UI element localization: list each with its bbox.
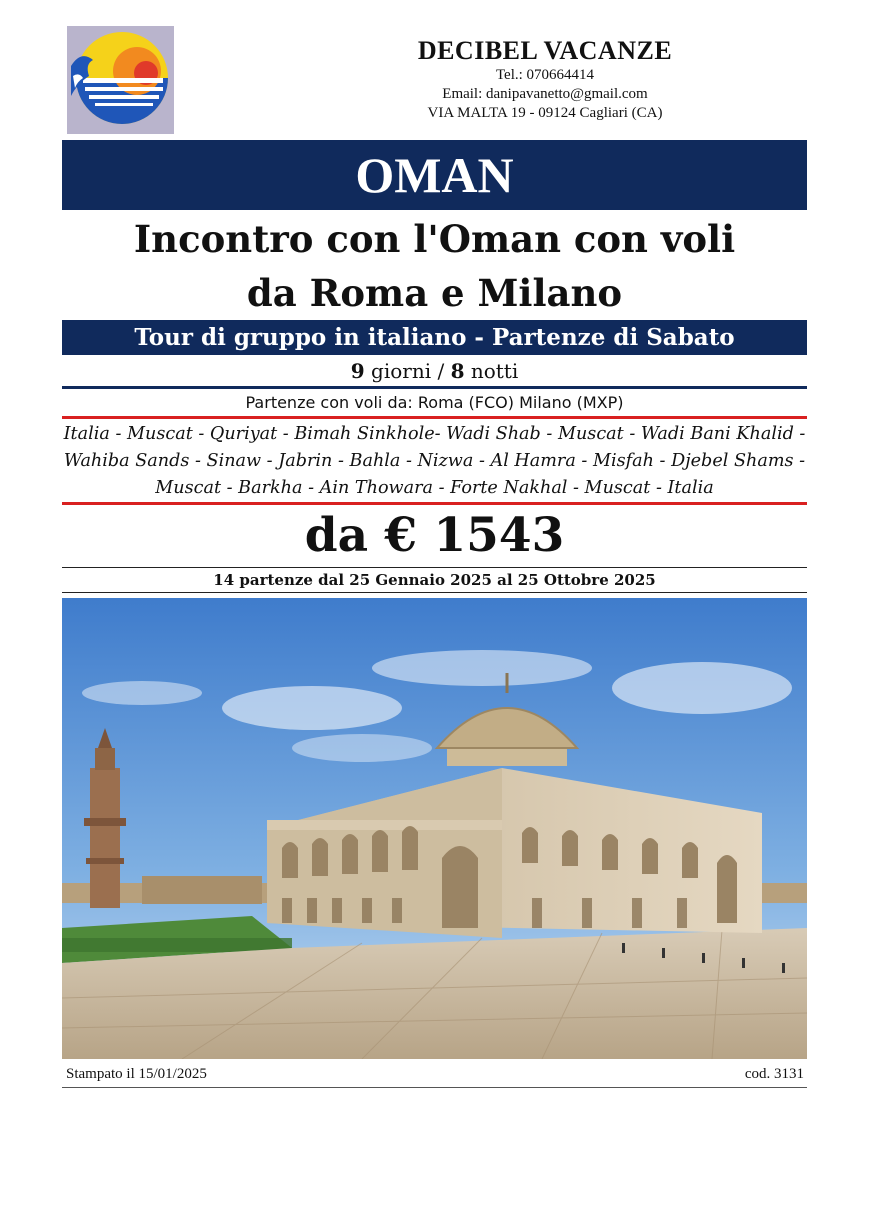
product-code: cod. 3131 <box>744 1066 804 1082</box>
tour-title <box>62 212 807 320</box>
divider-thin <box>62 567 807 568</box>
footer-divider <box>62 1087 807 1088</box>
duration-nights-label: notti <box>464 359 519 383</box>
itinerary: Italia - Muscat - Quriyat - Bimah Sinkhole- Wadi Shab - Muscat - Wadi Bani Khalid - Wahiba Sands - Sinaw - Jabrin - Bahla - Nizwa - Al Hamra - Misfah - Djebel Shams - Muscat - Barkha - Ain Thowara - Forte Nakhal - Muscat - Italia <box>63 424 806 498</box>
tour-title-line-2: da Roma e Milano <box>246 271 623 315</box>
tour-duration <box>62 357 807 385</box>
divider-red <box>62 502 807 505</box>
mosque-photo <box>62 598 807 1059</box>
agency-logo <box>67 26 174 134</box>
tour-title-line-1: Incontro con l'Oman con voli <box>133 217 736 261</box>
duration-days-label: giorni / <box>364 359 451 383</box>
duration-days: 9 <box>350 359 365 383</box>
duration-nights: 8 <box>450 359 465 383</box>
divider-blue <box>62 386 807 389</box>
destination-banner: OMAN <box>62 140 807 210</box>
agency-phone: Tel.: 070664414 <box>495 67 595 83</box>
divider-thin <box>62 592 807 593</box>
departure-dates: 14 partenze dal 25 Gennaio 2025 al 25 Ottobre 2025 <box>213 571 656 589</box>
agency-address: VIA MALTA 19 - 09124 Cagliari (CA) <box>427 105 663 121</box>
divider-red <box>62 416 807 419</box>
agency-email: Email: danipavanetto@gmail.com <box>442 86 648 102</box>
agency-name: DECIBEL VACANZE <box>417 36 673 65</box>
price: da € 1543 <box>304 508 565 563</box>
tour-type-banner: Tour di gruppo in italiano - Partenze di Sabato <box>62 320 807 355</box>
agency-info <box>360 36 730 123</box>
print-date: Stampato il 15/01/2025 <box>66 1066 207 1082</box>
departure-airports: Partenze con voli da: Roma (FCO) Milano (MXP) <box>245 393 624 412</box>
mosque-image-icon <box>62 598 807 1059</box>
sun-sea-logo-icon <box>67 26 174 134</box>
